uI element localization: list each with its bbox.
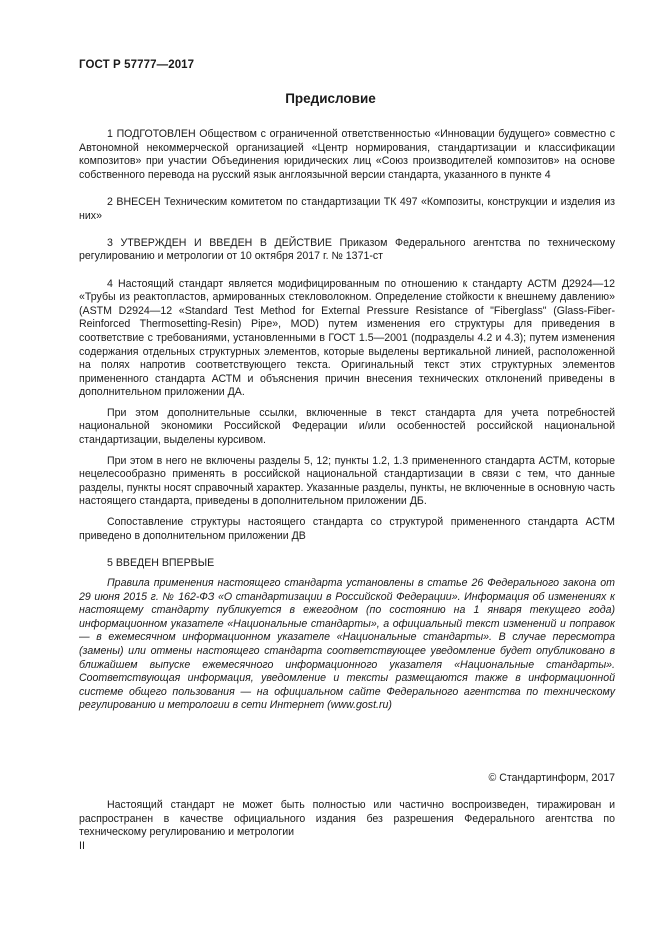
item-4-paragraph: При этом дополнительные ссылки, включенные в текст стандарта для учета потребностей национальной экономики Российской Федерации и/или особенностей российской национальной стандартизации, выделены курсивом. bbox=[79, 406, 615, 447]
item-5: 5 ВВЕДЕН ВПЕРВЫЕ bbox=[107, 556, 215, 569]
item-3: 3 УТВЕРЖДЕН И ВВЕДЕН В ДЕЙСТВИЕ Приказом Федерального агентства по техническому регулированию и метрологии от 10 октября 2017 г. № 1371-ст bbox=[79, 236, 615, 263]
item-4: 4 Настоящий стандарт является модифицированным по отношению к стандарту АСТМ Д2924—12 «Трубы из реактопластов, армированных стекловолокном. Определение стойкости к внешнему давлению» (ASTM D2924—12 «Standard Test Method for External Pressure Resistance of "Fiberglass" (Glass-Fiber-Reinforced Thermosetting-Resin) Pipe», MOD) путем изменения его структуры для приведения в соответствие с требованиями, установленными в ГОСТ 1.5—2001 (подразделы 4.2 и 4.3); путем изменения содержания отдельных структурных элементов, которые выделены вертикальной линией, расположенной на полях напротив соответствующего текста. Оригинальный текст этих структурных элементов примененного стандарта АСТМ и объяснения причин внесения технических отклонений приведены в дополнительном приложении ДА. bbox=[79, 277, 615, 399]
item-4-paragraph: При этом в него не включены разделы 5, 12; пункты 1.2, 1.3 примененного стандарта АСТМ, которые нецелесообразно применять в российской национальной стандартизации в связи с тем, что данные разделы, пункты носят справочный характер. Указанные разделы, пункты, не включенные в основную часть настоящего стандарта, приведены в дополнительном приложении ДБ. bbox=[79, 454, 615, 508]
section-title: Предисловие bbox=[285, 91, 376, 106]
item-1: 1 ПОДГОТОВЛЕН Обществом с ограниченной ответственностью «Инновации будущего» совместно с Автономной некоммерческой организацией «Центр нормирования, стандартизации и классификации композитов» при участии Объединения юридических лиц «Союз производителей композитов» на основе собственного перевода на русский язык англоязычной версии стандарта, указанного в пункте 4 bbox=[79, 128, 615, 181]
copyright: © Стандартинформ, 2017 bbox=[488, 772, 615, 784]
item-2: 2 ВНЕСЕН Техническим комитетом по стандартизации ТК 497 «Композиты, конструкции и изделия из них» bbox=[79, 195, 615, 222]
foreword-body bbox=[79, 128, 615, 570]
document-header: ГОСТ Р 57777—2017 bbox=[79, 59, 195, 71]
reproduction-text: Настоящий стандарт не может быть полностью или частично воспроизведен, тиражирован и распространен в качестве официального издания без разрешения Федерального агентства по техническому регулированию и метрологии bbox=[79, 799, 615, 839]
reproduction-notice bbox=[79, 799, 615, 840]
rules-text: Правила применения настоящего стандарта установлены в статье 26 Федерального закона от 29 июня 2015 г. № 162-ФЗ «О стандартизации в Российской Федерации». Информация об изменениях к настоящему стандарту публикуется в ежегодном (по состоянию на 1 января текущего года) информационном указателе «Национальные стандарты», а официальный текст изменений и поправок — в ежемесячном информационном указателе «Национальные стандарты». В случае пересмотра (замены) или отмены настоящего стандарта соответствующее уведомление будет опубликовано в ближайшем выпуске ежемесячного информационного указателя «Национальные стандарты». Соответствующая информация, уведомление и тексты размещаются также в информационной системе общего пользования — на официальном сайте Федерального агентства по техническому регулированию и метрологии в сети Интернет (www.gost.ru) bbox=[79, 577, 615, 712]
page-number: II bbox=[79, 840, 85, 852]
rules-notice bbox=[79, 577, 615, 713]
item-4-paragraph: Сопоставление структуры настоящего стандарта со структурой примененного стандарта АСТМ приведено в дополнительном приложении ДВ bbox=[79, 516, 615, 542]
